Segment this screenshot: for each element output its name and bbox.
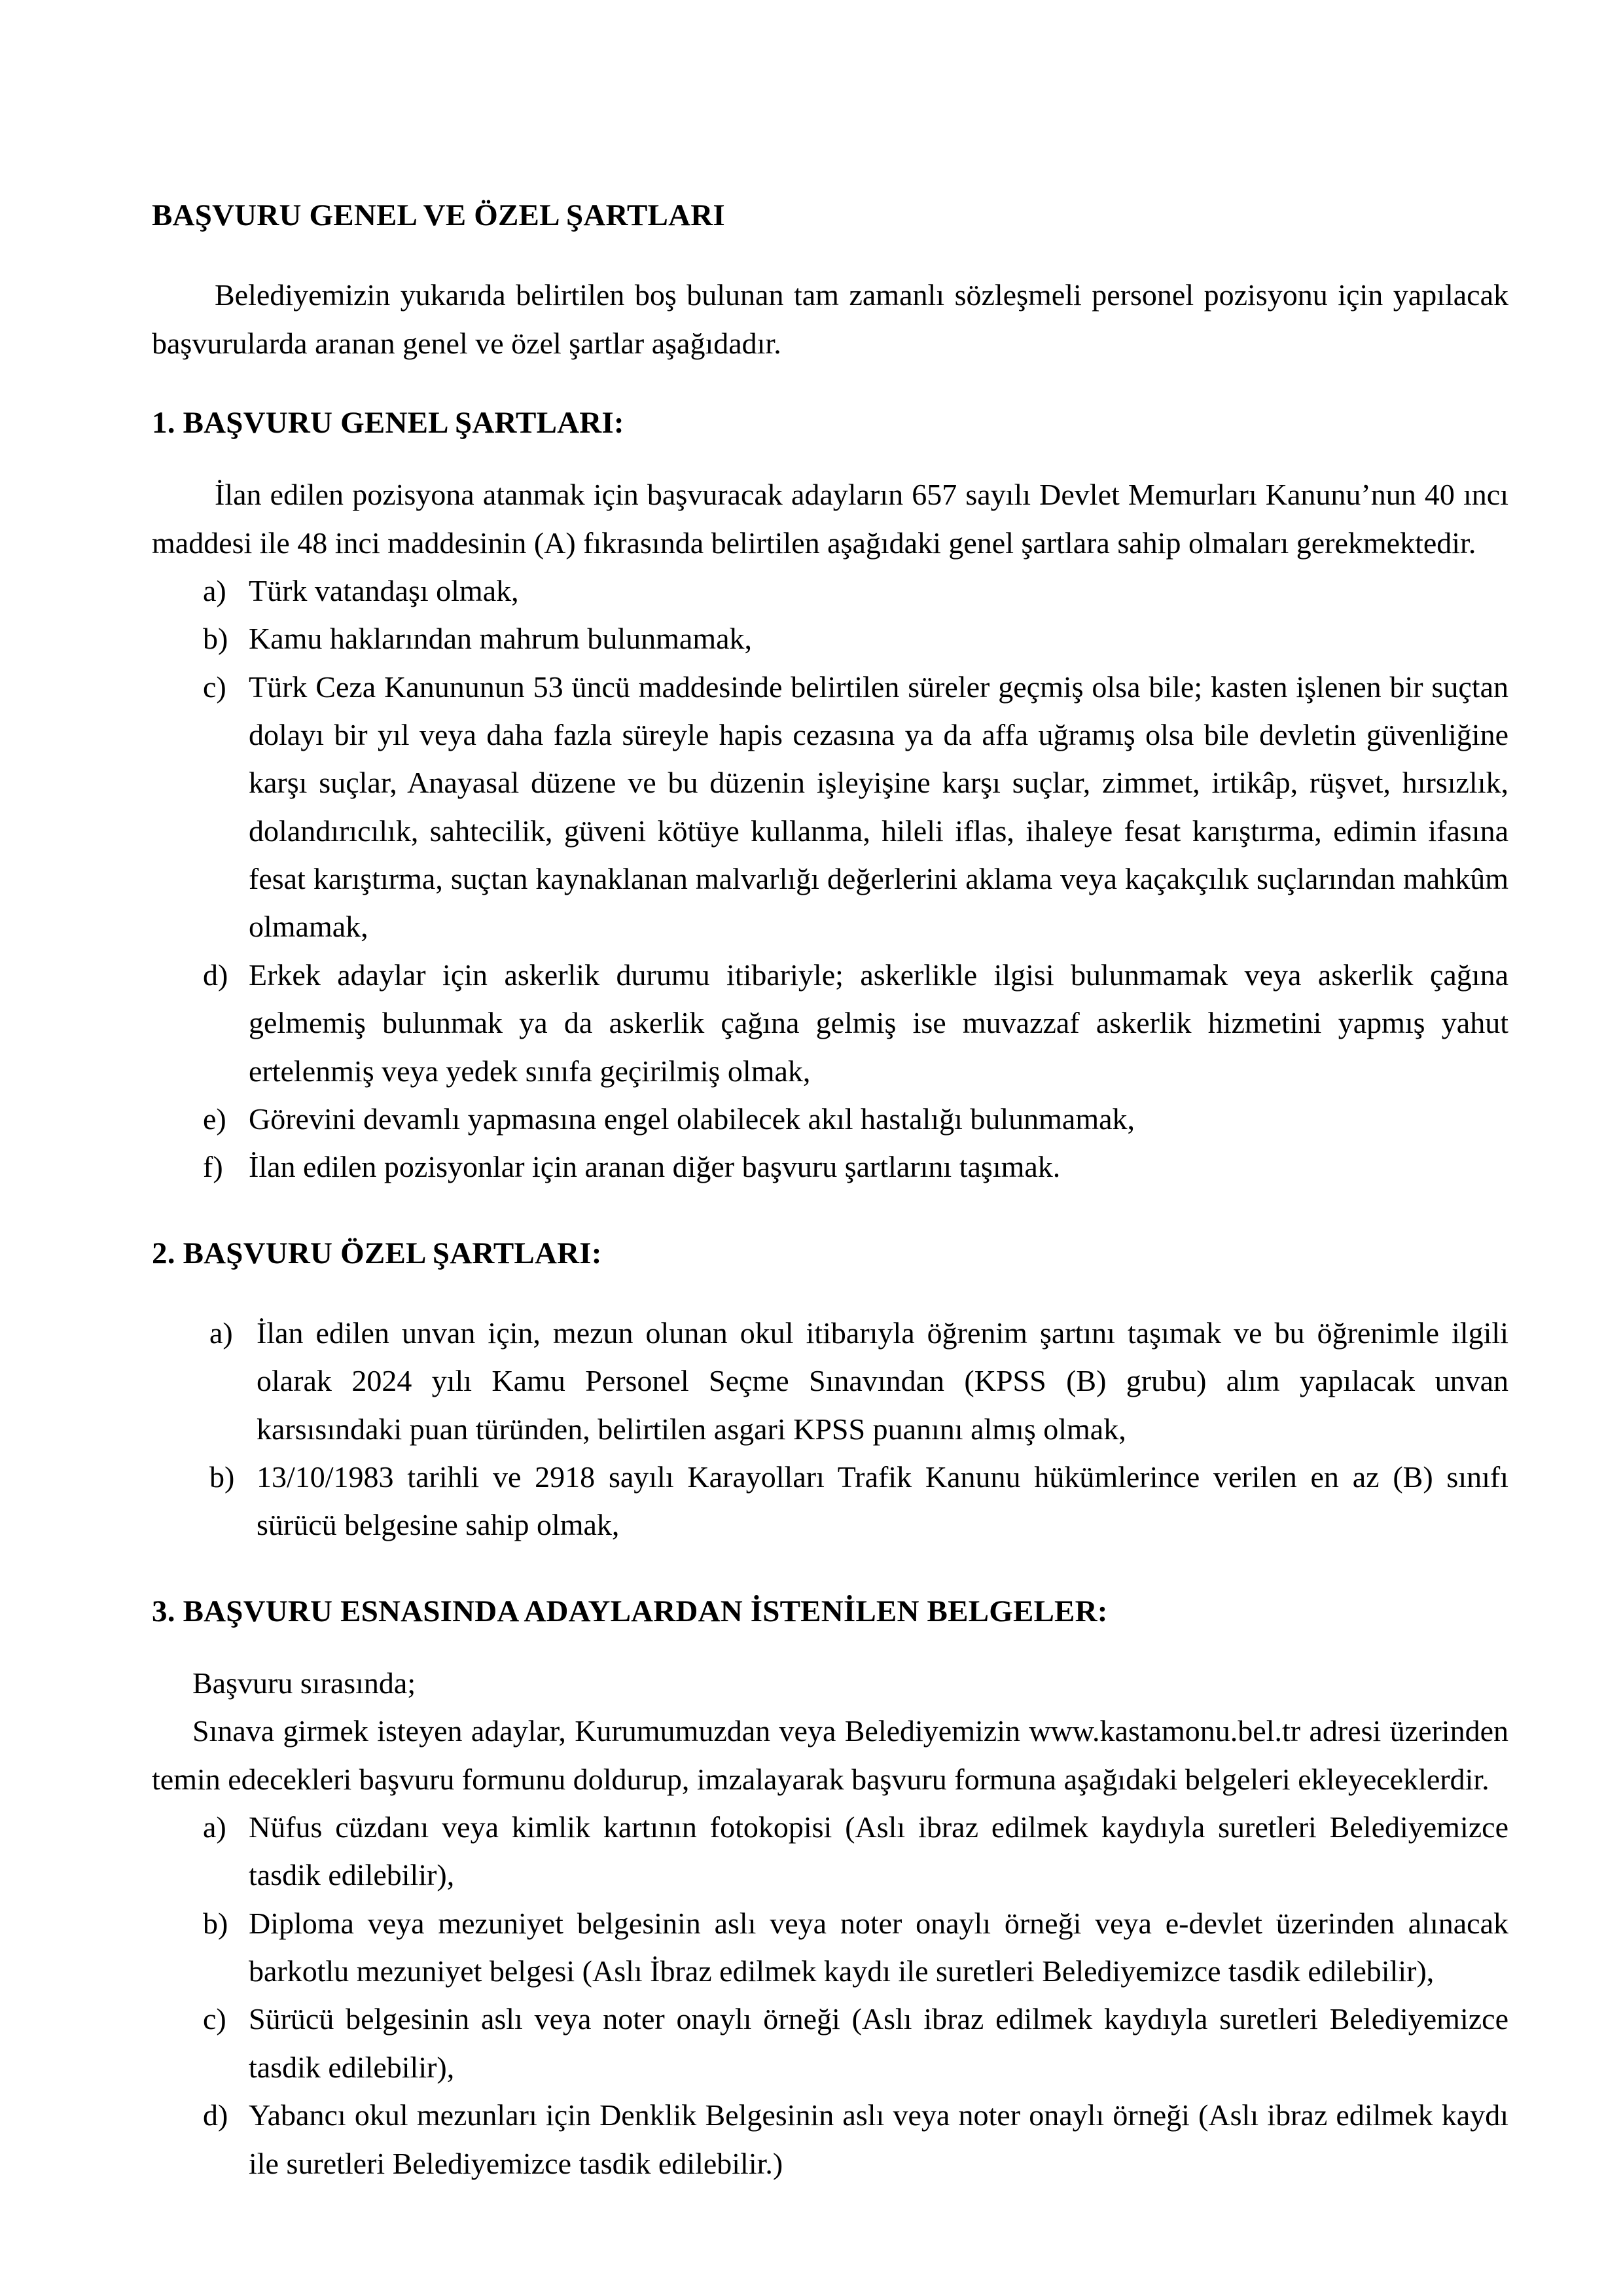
list-item-marker: c) bbox=[203, 2002, 226, 2036]
list-item bbox=[203, 1899, 1508, 1996]
list-item bbox=[209, 1453, 1508, 1549]
section-1-heading: 1. BAŞVURU GENEL ŞARTLARI: bbox=[152, 405, 624, 440]
spacer bbox=[152, 1191, 1508, 1234]
list-item-marker: b) bbox=[209, 1460, 235, 1494]
spacer bbox=[152, 442, 1508, 471]
spacer bbox=[152, 1630, 1508, 1659]
list-item bbox=[203, 567, 1508, 615]
list-item-text: 13/10/1983 tarihli ve 2918 sayılı Karayolları Trafik Kanunu hükümlerince verilen en az (B) sınıfı sürücü belgesine sahip olmak, bbox=[257, 1460, 1508, 1542]
list-item-text: Türk vatandaşı olmak, bbox=[249, 573, 519, 607]
document-intro-paragraph: Belediyemizin yukarıda belirtilen boş bulunan tam zamanlı sözleşmeli personel pozisyonu için yapılacak başvurularda aranan genel ve özel şartlar aşağıdadır. bbox=[152, 278, 1508, 360]
section-3-intro-line-1: Başvuru sırasında; bbox=[192, 1666, 416, 1700]
list-item-marker: f) bbox=[203, 1150, 223, 1184]
spacer bbox=[152, 1272, 1508, 1309]
spacer bbox=[152, 367, 1508, 404]
list-item bbox=[203, 1143, 1508, 1191]
list-item-text: Erkek adaylar için askerlik durumu itibariyle; askerlikle ilgisi bulunmamak veya askerlik çağına gelmemiş bulunmak ya da askerlik çağına gelmiş ise muvazzaf askerlik hizmetini yapmış yahut ertelenmiş veya yedek sınıfa geçirilmiş olmak, bbox=[249, 958, 1508, 1088]
list-item bbox=[203, 1995, 1508, 2091]
list-item bbox=[203, 615, 1508, 662]
page-title: BAŞVURU GENEL VE ÖZEL ŞARTLARI bbox=[152, 198, 725, 232]
list-item-marker: e) bbox=[203, 1102, 226, 1136]
list-item-marker: a) bbox=[209, 1316, 233, 1350]
list-item bbox=[203, 1095, 1508, 1143]
list-item-text: Sürücü belgesinin aslı veya noter onaylı örneği (Aslı ibraz edilmek kaydıyla suretleri Belediyemizce tasdik edilebilir), bbox=[249, 2002, 1508, 2084]
list-item-text: Türk Ceza Kanununun 53 üncü maddesinde belirtilen süreler geçmiş olsa bile; kasten işlenen bir suçtan dolayı bir yıl veya daha fazla süreyle hapis cezasına ya da affa uğramış olsa bile devletin güvenliğine karşı suçlar, Anayasal düzene ve bu düzenin işleyişine karşı suçlar, zimmet, irtikâp, rüşvet, hırsızlık, dolandırıcılık, sahtecilik, güveni kötüye kullanma, hileli iflas, ihaleye fesat karıştırma, edimin ifasına fesat karıştırma, suçtan kaynaklanan malvarlığı değerlerini aklama veya kaçakçılık suçlarından mahkûm olmamak, bbox=[249, 670, 1508, 944]
list-item bbox=[203, 1803, 1508, 1899]
spacer bbox=[152, 1549, 1508, 1592]
list-item-marker: d) bbox=[203, 2098, 228, 2132]
section-2-heading: 2. BAŞVURU ÖZEL ŞARTLARI: bbox=[152, 1236, 602, 1270]
list-item-marker: a) bbox=[203, 1810, 226, 1844]
list-item-marker: b) bbox=[203, 622, 228, 656]
list-item-marker: a) bbox=[203, 573, 226, 607]
list-item-text: İlan edilen pozisyonlar için aranan diğer başvuru şartlarını taşımak. bbox=[249, 1150, 1061, 1184]
section-3-intro-line-2: Sınava girmek isteyen adaylar, Kurumumuzdan veya Belediyemizin www.kastamonu.bel.tr adresi üzerinden temin edecekleri başvuru formunu doldurup, imzalayarak başvuru formuna aşağıdaki belgeleri ekleyeceklerdir. bbox=[152, 1714, 1508, 1796]
list-item bbox=[203, 663, 1508, 951]
section-2-list bbox=[152, 1309, 1508, 1549]
list-item-text: İlan edilen unvan için, mezun olunan okul itibarıyla öğrenim şartını taşımak ve bu öğrenimle ilgili olarak 2024 yılı Kamu Personel Seçme Sınavından (KPSS (B) grubu) alım yapılacak unvan karsısındaki puan türünden, belirtilen asgari KPSS puanını almış olmak, bbox=[257, 1316, 1508, 1446]
list-item-marker: d) bbox=[203, 958, 228, 992]
list-item bbox=[209, 1309, 1508, 1453]
list-item bbox=[203, 951, 1508, 1095]
list-item bbox=[203, 2091, 1508, 2187]
list-item-marker: c) bbox=[203, 670, 226, 704]
document-content bbox=[152, 196, 1508, 2187]
list-item-text: Kamu haklarından mahrum bulunmamak, bbox=[249, 622, 753, 656]
list-item-text: Görevini devamlı yapmasına engel olabilecek akıl hastalığı bulunmamak, bbox=[249, 1102, 1135, 1136]
section-1-list bbox=[152, 567, 1508, 1191]
list-item-text: Yabancı okul mezunları için Denklik Belgesinin aslı veya noter onaylı örneği (Aslı ibraz edilmek kaydı ile suretleri Belediyemizce tasdik edilebilir.) bbox=[249, 2098, 1508, 2180]
list-item-text: Nüfus cüzdanı veya kimlik kartının fotokopisi (Aslı ibraz edilmek kaydıyla suretleri Belediyemizce tasdik edilebilir), bbox=[249, 1810, 1508, 1892]
section-3-heading: 3. BAŞVURU ESNASINDA ADAYLARDAN İSTENİLEN BELGELER: bbox=[152, 1594, 1108, 1628]
section-1-intro-paragraph: İlan edilen pozisyona atanmak için başvuracak adayların 657 sayılı Devlet Memurları Kanunu’nun 40 ıncı maddesi ile 48 inci maddesinin (A) fıkrasında belirtilen aşağıdaki genel şartlara sahip olmaları gerekmektedir. bbox=[152, 478, 1508, 560]
list-item-text: Diploma veya mezuniyet belgesinin aslı veya noter onaylı örneği veya e-devlet üzerinden alınacak barkotlu mezuniyet belgesi (Aslı İbraz edilmek kaydı ile suretleri Belediyemizce tasdik edilebilir), bbox=[249, 1906, 1508, 1988]
section-3-list bbox=[152, 1803, 1508, 2187]
list-item-marker: b) bbox=[203, 1906, 228, 1940]
